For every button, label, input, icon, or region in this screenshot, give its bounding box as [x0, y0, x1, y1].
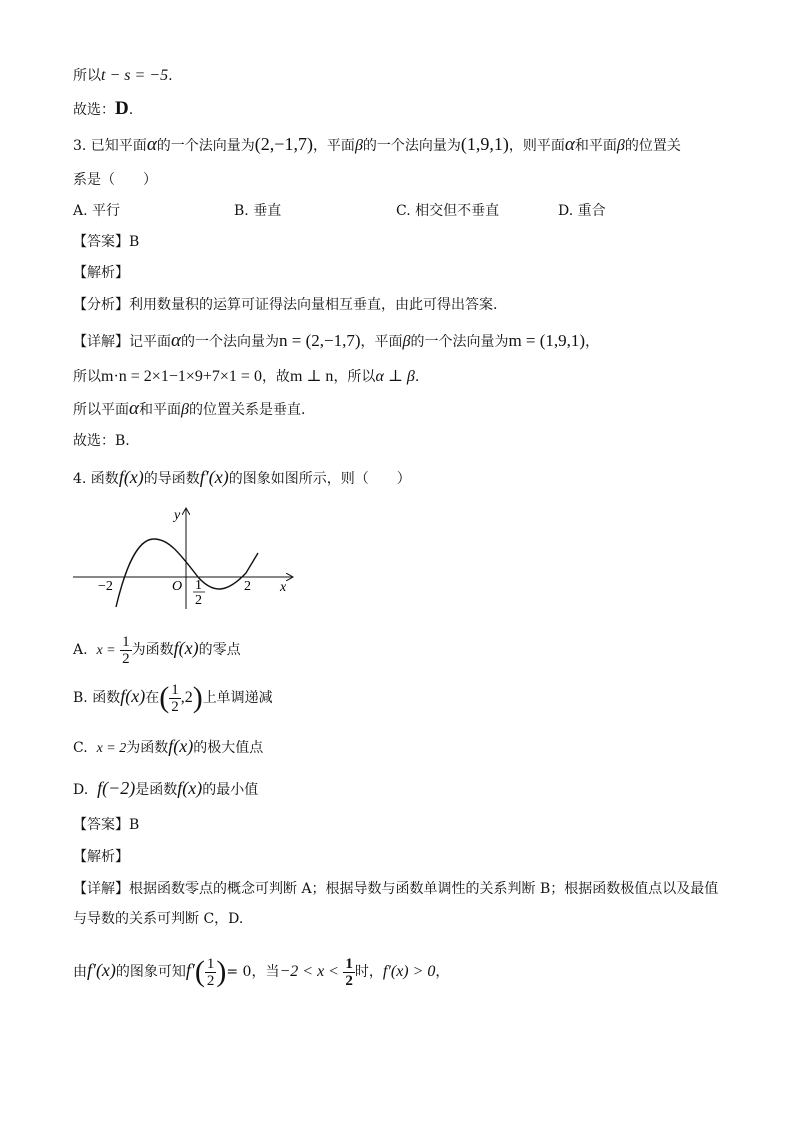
denominator: 2: [345, 972, 353, 989]
q3-detail-line2: [73, 366, 754, 388]
math: f′(x): [199, 467, 229, 487]
math: α: [564, 134, 575, 155]
tick-half-den: 2: [195, 593, 202, 608]
math: x =: [96, 643, 116, 658]
q3-fenxi: 【分析】利用数量积的运算可证得法向量相互垂直，由此可得出答案.: [73, 297, 498, 313]
text: ，平面: [360, 334, 403, 350]
numerator: 1: [206, 955, 215, 972]
math: f(x): [168, 736, 194, 756]
text: ，: [435, 964, 450, 980]
paren-open: (: [159, 681, 170, 714]
comma: ,: [180, 689, 185, 706]
derivative-curve: [116, 539, 258, 607]
interval-right: 2: [184, 689, 193, 706]
math: (2,−1,7): [254, 134, 313, 154]
math: α: [146, 134, 157, 155]
text: 和平面: [574, 138, 617, 154]
text: 的一个法向量为: [410, 334, 509, 350]
text: ，故: [261, 369, 290, 385]
math: β: [616, 137, 625, 154]
q4-stem: [73, 466, 754, 490]
denominator: 2: [122, 650, 130, 667]
text: .: [128, 102, 134, 118]
fraction-half: [120, 634, 132, 667]
q4-option-a[interactable]: [73, 630, 754, 669]
text: D.: [73, 782, 89, 798]
q4-answer: 【答案】B: [73, 817, 140, 833]
paren-open: (: [194, 955, 205, 988]
fraction-half: [343, 956, 355, 989]
text: 的图象可知: [115, 964, 186, 980]
text: 为函数: [131, 642, 174, 658]
math: m = (1,9,1): [508, 331, 586, 350]
text: 为函数: [126, 740, 169, 756]
text: ，所以: [333, 369, 376, 385]
q3-stem-line1: [73, 133, 754, 157]
q4-option-d[interactable]: [73, 777, 754, 801]
math: f(−2): [97, 778, 136, 798]
text: 的图象如图所示，则（ ）: [228, 471, 411, 487]
text: 的一个法向量为: [180, 334, 279, 350]
math: f(x): [173, 638, 199, 658]
q4-jiexi: 【解析】: [73, 849, 129, 865]
math: f(x): [120, 686, 146, 706]
x-axis-label: x: [280, 580, 287, 595]
math: β: [402, 333, 411, 350]
text: ，则平面: [508, 138, 565, 154]
line-t-minus-s: [73, 65, 754, 87]
fraction-half: [205, 956, 217, 989]
text: 故选：: [73, 102, 115, 118]
math: f(x): [177, 778, 203, 798]
math: α: [129, 398, 139, 419]
q3-option-d: D. 重合: [558, 203, 606, 219]
text: C.: [73, 740, 88, 756]
text: 的导函数: [143, 471, 200, 487]
tick-pos2: 2: [244, 579, 251, 594]
text: .: [414, 369, 420, 385]
q3-option-c: C. 相交但不垂直: [396, 203, 500, 219]
paren-close: ): [216, 955, 227, 988]
text: 在: [145, 690, 160, 706]
math: f′(x) > 0: [382, 963, 436, 980]
q3-stem-line2: 系是（ ）: [73, 172, 157, 188]
text: = 0，当: [226, 964, 280, 980]
math: n = (2,−1,7): [278, 331, 361, 350]
math: t − s = −5: [101, 67, 169, 84]
origin-label: O: [172, 579, 183, 594]
math: −2 < x <: [279, 963, 339, 980]
text: .: [168, 68, 173, 84]
text: 是函数: [135, 782, 178, 798]
text: 上单调递减: [202, 690, 273, 706]
q4-option-c[interactable]: [73, 735, 754, 760]
denominator: 2: [206, 972, 215, 989]
text: ，平面: [312, 138, 355, 154]
text: 的零点: [198, 642, 241, 658]
math: f(x): [118, 467, 144, 487]
text: A.: [73, 642, 88, 658]
denominator: 2: [171, 698, 179, 715]
text: 所以: [73, 369, 101, 385]
derivative-graph: [68, 505, 298, 615]
text: 3. 已知平面: [73, 138, 147, 154]
text: 的一个法向量为: [156, 138, 255, 154]
text: 4. 函数: [73, 471, 119, 487]
text: 和平面: [138, 402, 181, 418]
q3-option-a: A. 平行: [73, 203, 121, 219]
math: m ⊥ n: [289, 368, 334, 385]
line-choose-d: [73, 98, 754, 121]
text: 时，: [354, 964, 383, 980]
text: 的极大值点: [193, 740, 264, 756]
tick-neg2: −2: [98, 579, 113, 594]
y-axis-label: y: [174, 508, 181, 523]
q4-detail-line1: 【详解】根据函数零点的概念可判断 A；根据导数与函数单调性的关系判断 B；根据函数极值点以及最值: [73, 881, 719, 897]
q4-option-b[interactable]: [73, 676, 754, 718]
q3-answer: 【答案】B: [73, 234, 140, 250]
text: B. 函数: [73, 690, 121, 706]
text: 所以: [73, 68, 101, 84]
math: f′(x): [87, 960, 116, 980]
paren-close: ): [192, 681, 203, 714]
q4-detail-line3: [73, 950, 754, 992]
text: ，: [585, 334, 600, 350]
answer-letter: D: [115, 98, 129, 119]
math: m·n = 2×1−1×9+7×1 = 0: [101, 368, 262, 385]
q3-option-b: B. 垂直: [234, 203, 282, 219]
text: 的位置关: [624, 138, 681, 154]
text: 的一个法向量为: [362, 138, 461, 154]
math: α: [171, 330, 181, 351]
numerator: 1: [345, 955, 353, 972]
math: β: [180, 401, 189, 418]
q4-detail-line2: 与导数的关系可判断 C，D.: [73, 911, 244, 927]
math: x = 2: [96, 741, 127, 756]
q3-jiexi: 【解析】: [73, 265, 129, 281]
numerator: 1: [171, 681, 179, 698]
text: 【详解】记平面: [73, 334, 171, 350]
math: (1,9,1): [460, 134, 509, 154]
math: α ⊥ β: [375, 368, 415, 385]
q3-choose: 故选：B.: [73, 433, 130, 449]
q3-conclusion: [73, 398, 754, 421]
math-fprime: f′: [185, 960, 195, 980]
numerator: 1: [122, 633, 130, 650]
q3-detail-line1: [73, 330, 754, 353]
text: 由: [73, 964, 87, 980]
fraction-half: [169, 682, 181, 715]
tick-half-num: 1: [195, 578, 202, 593]
text: 所以平面: [73, 402, 129, 418]
text: 的位置关系是垂直.: [188, 402, 306, 418]
math: β: [354, 137, 363, 154]
text: 的最小值: [202, 782, 259, 798]
